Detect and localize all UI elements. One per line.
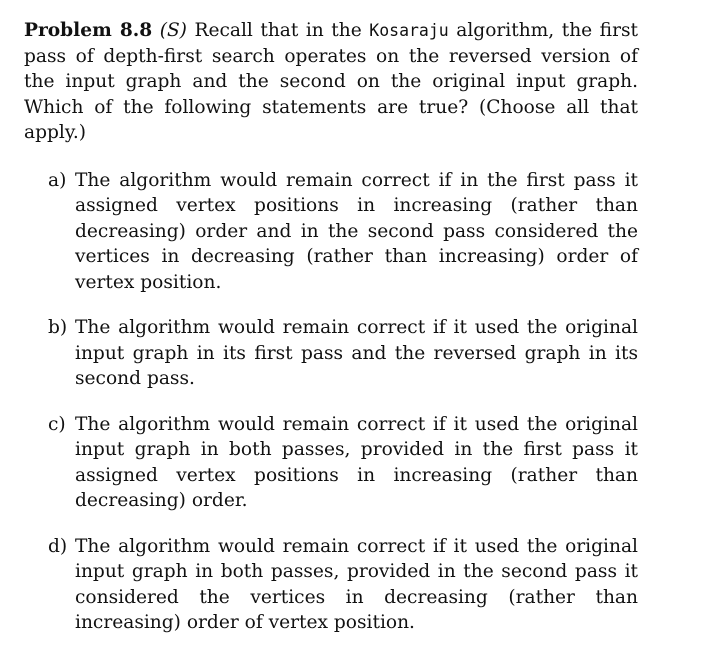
problem-page [24, 18, 638, 656]
option-letter: c) [48, 413, 66, 435]
option-text: The algorithm would remain correct if it used the original input graph in its first pass and the reversed graph in its second pass. [75, 317, 638, 389]
algorithm-name: Kosaraju [369, 21, 449, 40]
option-b [24, 315, 638, 392]
problem-label: Problem 8.8 [24, 20, 153, 41]
option-letter: a) [48, 169, 67, 191]
option-letter: b) [48, 317, 68, 338]
option-d [24, 534, 638, 636]
option-text: The algorithm would remain correct if in the first pass it assigned vertex positions in increasing (rather than decreasing) order and in the second pass considered the vertices in decreasing (rather than increasing) order of vertex position. [75, 169, 638, 293]
problem-text-start: Recall that in the [194, 20, 362, 41]
option-text: The algorithm would remain correct if it used the original input graph in both passes, provided in the second pass it considered the vertices in decreasing (rather than increasing) order of vertex position. [75, 535, 638, 633]
option-a [24, 168, 638, 296]
option-text: The algorithm would remain correct if it used the original input graph in both passes, provided in the first pass it assigned vertex positions in increasing (rather than decreasing) order. [75, 413, 638, 511]
problem-tag: (S) [159, 20, 187, 41]
option-c [24, 412, 638, 514]
answer-options [24, 168, 638, 636]
option-letter: d) [48, 535, 68, 557]
problem-text-end: algorithm, the first pass of depth-first search operates on the reversed version of the input graph and the second on the original input graph. Which of the following statements are true? (Choose all that apply.) [24, 20, 638, 143]
problem-statement [24, 18, 638, 146]
